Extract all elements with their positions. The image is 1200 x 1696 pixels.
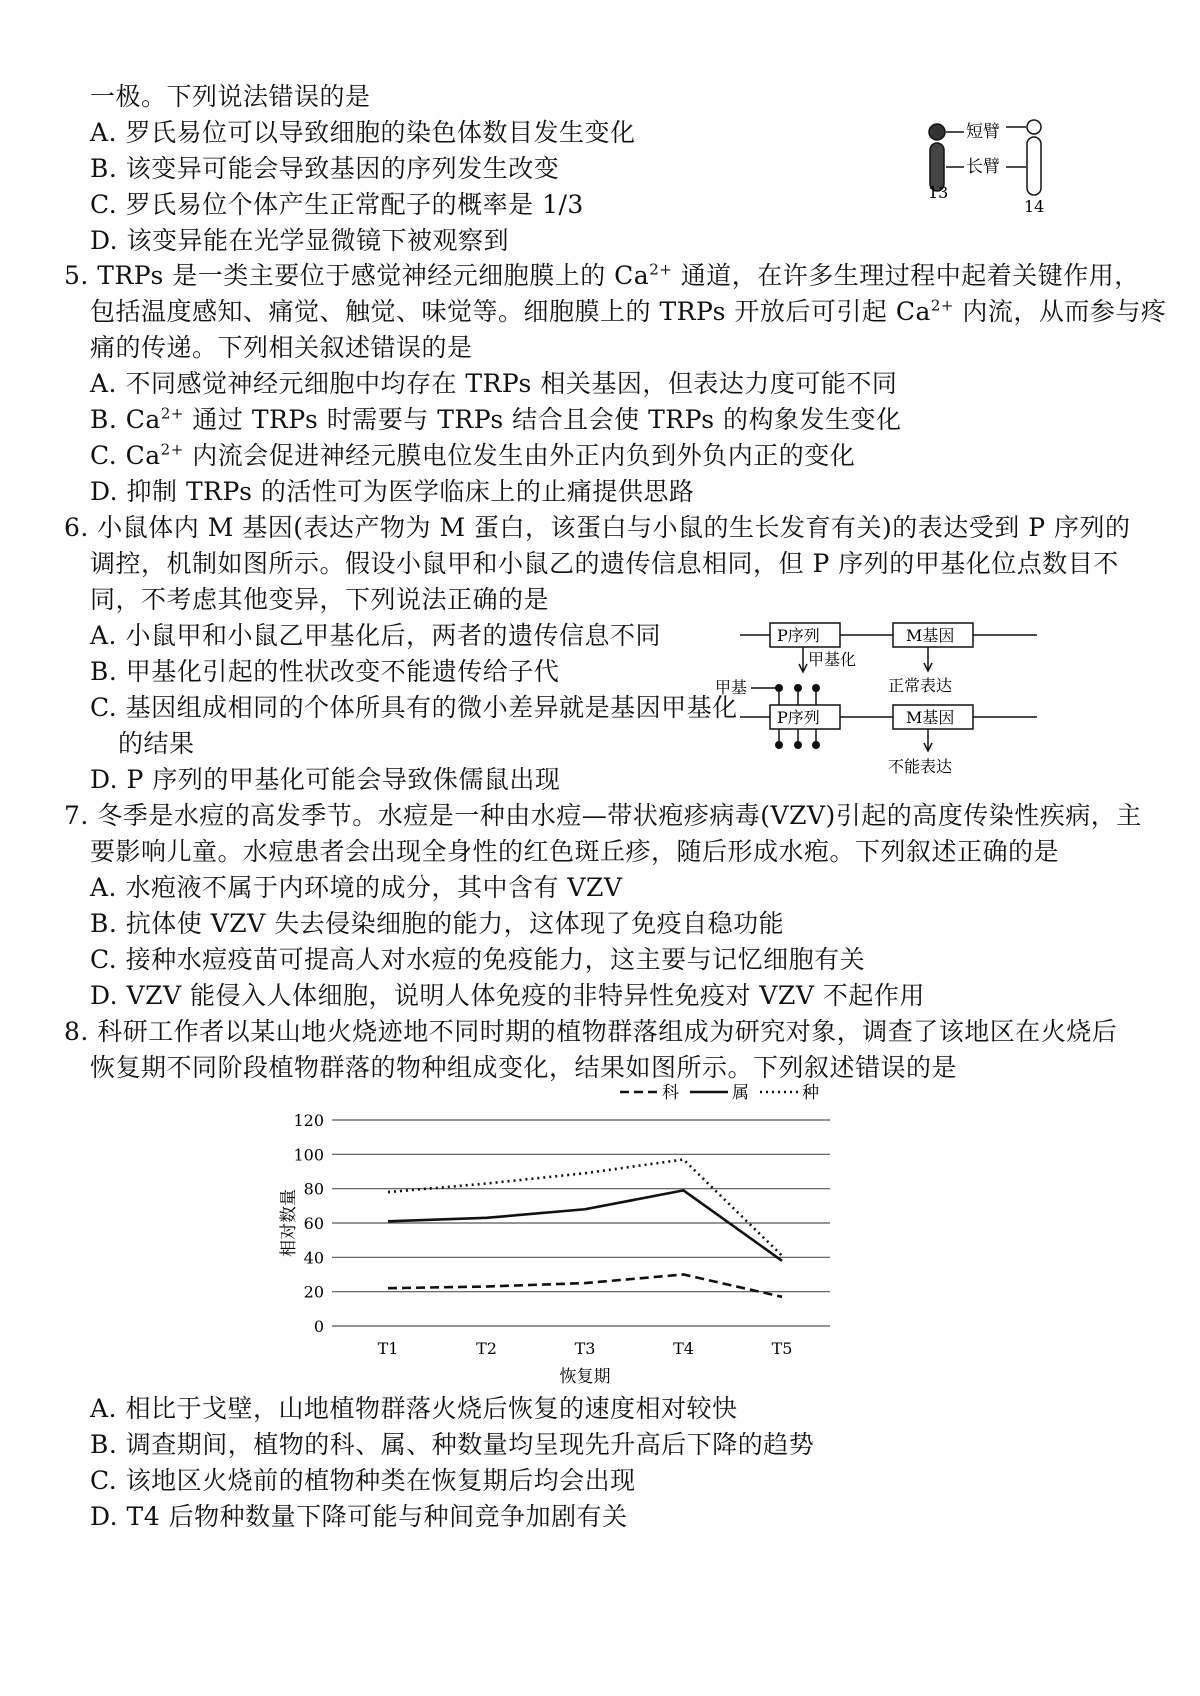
chromosome-14-short-arm: [1027, 120, 1041, 134]
q4-option-b: B. 该变异可能会导致基因的序列发生改变: [90, 154, 560, 183]
ion-charge: 2+: [649, 260, 673, 279]
y-tick-label: 20: [303, 1282, 324, 1302]
chromosome-13-short-arm: [929, 124, 945, 140]
series-line-属: [388, 1190, 782, 1260]
x-tick-label: T1: [377, 1339, 399, 1358]
q4-option-d: D. 该变异能在光学显微镜下被观察到: [90, 226, 510, 255]
q7-option-b: B. 抗体使 VZV 失去侵染细胞的能力，这体现了免疫自稳功能: [90, 909, 785, 938]
y-tick-label: 40: [303, 1248, 324, 1268]
q6-option-c: C. 基因组成相同的个体所具有的微小差异就是基因甲基化: [90, 693, 738, 722]
methyl-label: 甲基: [715, 678, 748, 697]
ion-charge: 2+: [160, 440, 184, 459]
q7-option-c: C. 接种水痘疫苗可提高人对水痘的免疫能力，这主要与记忆细胞有关: [90, 945, 866, 974]
q8-stem-line2: 恢复期不同阶段植物群落的物种组成变化，结果如图所示。下列叙述错误的是: [90, 1053, 958, 1082]
legend-label-种: 种: [802, 1083, 819, 1103]
q5-stem-line2: 包括温度感知、痛觉、触觉、味觉等。细胞膜上的 TRPs 开放后可引起 $Ca^{2+}$ 内流，从而参与疼: [90, 296, 1167, 326]
q6-option-d: D. P 序列的甲基化可能会导致侏儒鼠出现: [90, 765, 561, 794]
y-tick-label: 80: [303, 1179, 324, 1199]
q8-option-c: C. 该地区火烧前的植物种类在恢复期后均会出现: [90, 1466, 636, 1495]
ion-charge: 2+: [160, 404, 184, 423]
m-gene-label: M基因: [906, 626, 955, 645]
q5-option-d: D. 抑制 TRPs 的活性可为医学临床上的止痛提供思路: [90, 477, 695, 506]
q6-option-b: B. 甲基化引起的性状改变不能遗传给子代: [90, 657, 560, 686]
x-tick-label: T5: [771, 1339, 793, 1358]
x-tick-label: T3: [574, 1339, 596, 1358]
q8-option-d: D. T4 后物种数量下降可能与种间竞争加剧有关: [90, 1502, 628, 1531]
q5-option-c: C. $Ca^{2+}$ 内流会促进神经元膜电位发生由外正内负到外负内正的变化: [90, 440, 856, 470]
q6-stem-line3: 同，不考虑其他变异，下列说法正确的是: [90, 585, 550, 614]
chromosome-figure: [920, 115, 1070, 220]
short-arm-label: 短臂: [966, 122, 1000, 142]
q5-option-a: A. 不同感觉神经元细胞中均存在 TRPs 相关基因，但表达力度可能不同: [90, 369, 898, 398]
y-tick-label: 100: [293, 1145, 324, 1165]
p-sequence-label: P序列: [777, 626, 820, 645]
legend-label-科: 科: [662, 1083, 679, 1103]
q4-option-a: A. 罗氏易位可以导致细胞的染色体数目发生变化: [90, 118, 636, 147]
long-arm-label: 长臂: [966, 157, 1000, 177]
q5-option-b: B. $Ca^{2+}$ 通过 TRPs 时需要与 TRPs 结合且会使 TRPs 的构象发生变化: [90, 404, 902, 434]
methylation-figure: [715, 615, 1045, 785]
y-tick-label: 120: [293, 1111, 324, 1130]
x-axis-label: 恢复期: [559, 1367, 611, 1387]
q7-stem-line2: 要影响儿童。水痘患者会出现全身性的红色斑丘疹，随后形成水疱。下列叙述正确的是: [90, 837, 1060, 866]
y-tick-label: 0: [313, 1317, 324, 1336]
q7-option-a: A. 水疱液不属于内环境的成分，其中含有 VZV: [90, 873, 623, 902]
normal-expression-label: 正常表达: [888, 676, 953, 695]
q7-stem-line1: 7. 冬季是水痘的高发季节。水痘是一种由水痘—带状疱疹病毒(VZV)引起的高度传染性疾病，主: [64, 801, 1142, 830]
series-line-科: [388, 1275, 782, 1297]
q4-option-c: C. 罗氏易位个体产生正常配子的概率是 1/3: [90, 190, 584, 219]
legend-label-属: 属: [732, 1083, 749, 1103]
y-tick-label: 60: [303, 1214, 324, 1233]
q5-stem-line1: 5. TRPs 是一类主要位于感觉神经元细胞膜上的 $Ca^{2+}$ 通道，在许多生理过程中起着关键作用，: [64, 260, 1140, 290]
line-chart: [270, 1080, 870, 1390]
q6-stem-line1: 6. 小鼠体内 M 基因(表达产物为 M 蛋白，该蛋白与小鼠的生长发育有关)的表达受到 P 序列的: [64, 513, 1131, 542]
chromosome-14-label: 14: [1024, 197, 1045, 216]
ion-charge: 2+: [930, 296, 954, 315]
q6-option-a: A. 小鼠甲和小鼠乙甲基化后，两者的遗传信息不同: [90, 621, 661, 650]
m-gene-label: M基因: [906, 708, 955, 727]
x-tick-label: T4: [673, 1339, 694, 1358]
q5-stem-line3: 痛的传递。下列相关叙述错误的是: [90, 333, 473, 362]
chromosome-13-label: 13: [928, 183, 949, 202]
q8-option-b: B. 调查期间，植物的科、属、种数量均呈现先升高后下降的趋势: [90, 1430, 815, 1459]
q8-option-a: A. 相比于戈壁，山地植物群落火烧后恢复的速度相对较快: [90, 1394, 738, 1423]
y-axis-label: 相对数量: [279, 1189, 299, 1257]
chromosome-14-long-arm: [1027, 137, 1041, 195]
q6-option-c-cont: 的结果: [118, 729, 195, 758]
q4-stem-tail: 一极。下列说法错误的是: [90, 82, 371, 111]
no-expression-label: 不能表达: [888, 757, 953, 776]
q7-option-d: D. VZV 能侵入人体细胞，说明人体免疫的非特异性免疫对 VZV 不起作用: [90, 981, 925, 1010]
x-tick-label: T2: [476, 1339, 497, 1358]
series-line-种: [388, 1159, 782, 1255]
p-sequence-label: P序列: [777, 708, 820, 727]
q6-stem-line2: 调控，机制如图所示。假设小鼠甲和小鼠乙的遗传信息相同，但 P 序列的甲基化位点数目不: [90, 549, 1119, 578]
methylation-label: 甲基化: [808, 650, 857, 669]
q8-stem-line1: 8. 科研工作者以某山地火烧迹地不同时期的植物群落组成为研究对象，调查了该地区在火烧后: [64, 1017, 1118, 1046]
